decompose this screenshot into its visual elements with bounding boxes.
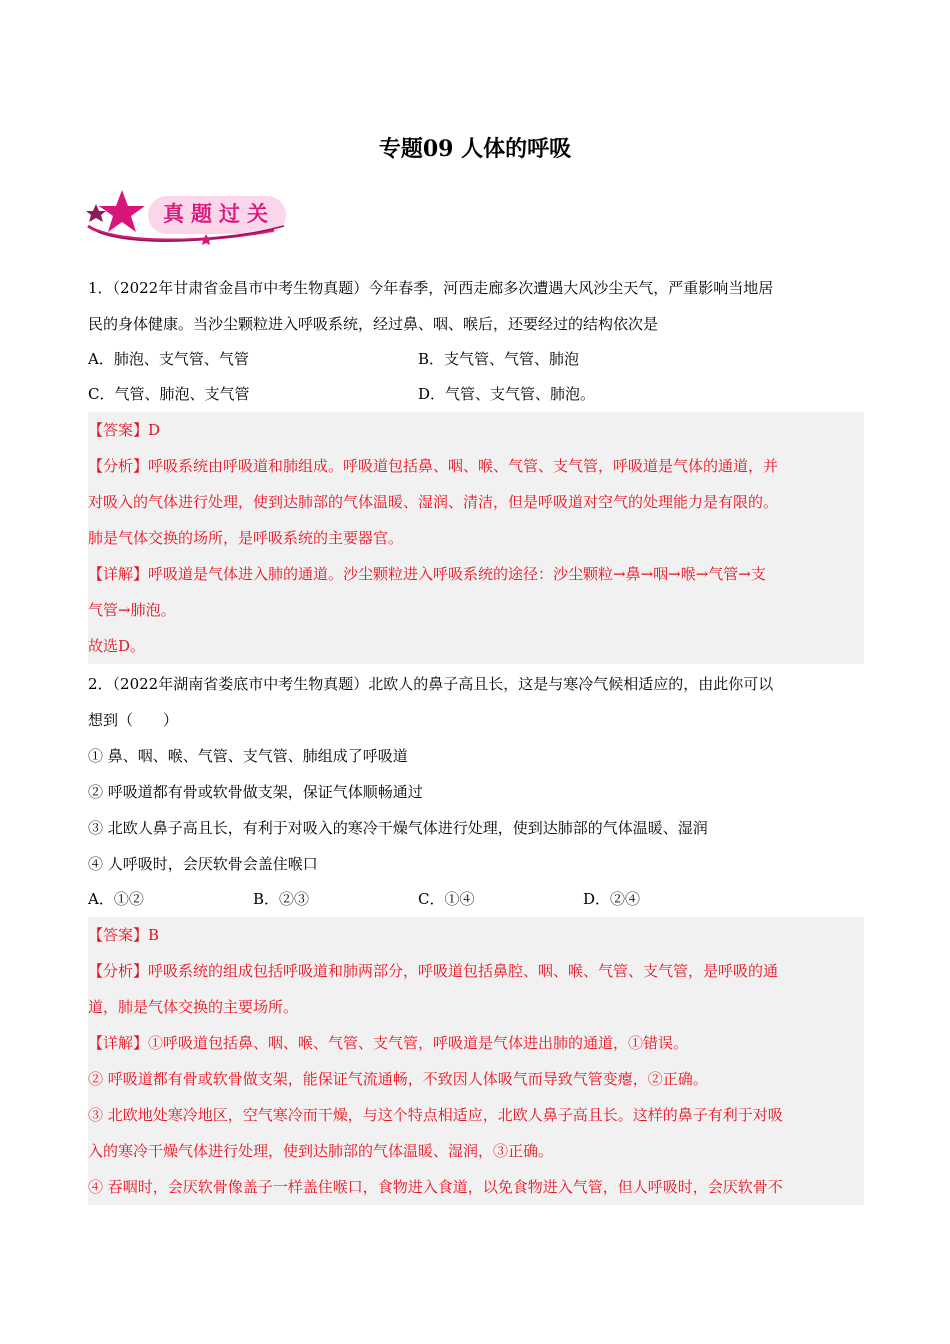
option-c: C．气管、肺泡、支气管 [88,385,250,403]
options [88,342,864,412]
analysis-line: 【分析】呼吸系统的组成包括呼吸道和肺两部分，呼吸道包括鼻腔、咽、喉、气管、支气管，是呼吸的通 [88,962,779,980]
analysis-line: 肺是气体交换的场所，是呼吸系统的主要器官。 [88,529,404,547]
option-a: A．①② [88,890,144,908]
detail-line: 【详解】①呼吸道包括鼻、咽、喉、气管、支气管，呼吸道是气体进出肺的通道，①错误。 [88,1034,689,1052]
detail-line: ② 呼吸道都有骨或软骨做支架，能保证气流通畅，不致因人体吸气而导致气管变瘪，②正确。 [88,1070,708,1088]
stem-line: 想到（ ） [88,711,179,729]
answer: 【答案】D [88,421,161,439]
question-2 [88,666,864,1205]
banner-label: 真题过关 [163,202,275,226]
detail-line: ③ 北欧地处寒冷地区，空气寒冷而干燥，与这个特点相适应，北欧人鼻子高且长。这样的鼻子有利于对吸 [88,1106,783,1124]
statement: ① 鼻、咽、喉、气管、支气管、肺组成了呼吸道 [88,747,408,765]
answer-explanation [88,412,864,664]
stem-line: 民的身体健康。当沙尘颗粒进入呼吸系统，经过鼻、咽、喉后，还要经过的结构依次是 [88,315,659,333]
question-stem [88,270,864,342]
section-banner [84,186,306,248]
stem-line: 1．（2022年甘肃省金昌市中考生物真题）今年春季，河西走廊多次遭遇大风沙尘天气，严重影响当地居 [88,279,774,297]
answer-explanation [88,917,864,1205]
conclusion: 故选D。 [88,637,146,655]
statement: ② 呼吸道都有骨或软骨做支架，保证气体顺畅通过 [88,783,423,801]
detail-line: 【详解】呼吸道是气体进入肺的通道。沙尘颗粒进入呼吸系统的途径：沙尘颗粒→鼻→咽→喉→气管→支 [88,565,766,583]
option-d: D．②④ [583,890,641,908]
question-stem [88,666,864,738]
analysis-line: 对吸入的气体进行处理，使到达肺部的气体温暖、湿润、清洁，但是呼吸道对空气的处理能力是有限的。 [88,493,779,511]
option-d: D．气管、支气管、肺泡。 [418,385,596,403]
option-b: B．②③ [253,890,310,908]
option-b: B．支气管、气管、肺泡 [418,350,580,368]
analysis-line: 【分析】呼吸系统由呼吸道和肺组成。呼吸道包括鼻、咽、喉、气管、支气管，呼吸道是气体的通道，并 [88,457,779,475]
question-1 [88,270,864,664]
detail-line: 气管→肺泡。 [88,601,176,619]
answer: 【答案】B [88,926,160,944]
statement: ③ 北欧人鼻子高且长，有利于对吸入的寒冷干燥气体进行处理，使到达肺部的气体温暖、湿润 [88,819,708,837]
statement: ④ 人呼吸时，会厌软骨会盖住喉口 [88,855,318,873]
statement-list [88,738,864,882]
detail-line: ④ 吞咽时，会厌软骨像盖子一样盖住喉口，食物进入食道，以免食物进入气管，但人呼吸时，会厌软骨不 [88,1178,783,1196]
stem-line: 2．（2022年湖南省娄底市中考生物真题）北欧人的鼻子高且长，这是与寒冷气候相适应的，由此你可以 [88,675,774,693]
page-title: 专题09 人体的呼吸 [378,136,572,162]
option-c: C．①④ [418,890,475,908]
option-a: A．肺泡、支气管、气管 [88,350,249,368]
options [88,882,864,917]
question-list [88,270,864,1207]
analysis-line: 道，肺是气体交换的主要场所。 [88,998,299,1016]
detail-line: 入的寒冷干燥气体进行处理，使到达肺部的气体温暖、湿润，③正确。 [88,1142,554,1160]
